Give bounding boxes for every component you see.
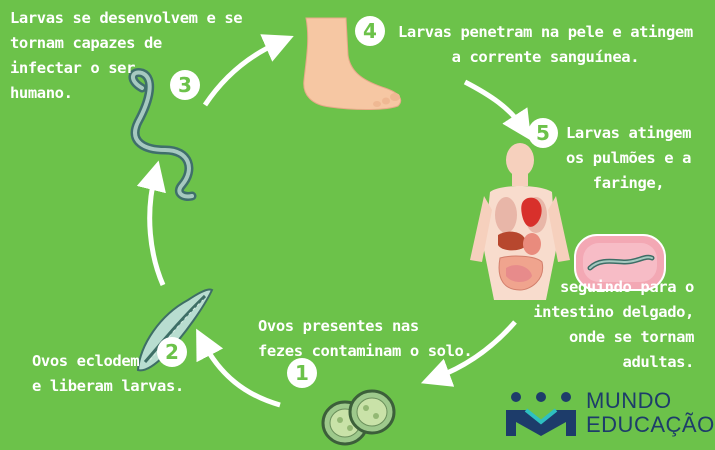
step-4-number: 4 bbox=[355, 16, 385, 46]
step-4-text: Larvas penetram na pele e atingem a corrente sanguínea. bbox=[398, 23, 693, 66]
step-5-text: Larvas atingem os pulmões e a faringe, bbox=[566, 124, 692, 192]
step-2-text: Ovos eclodem e liberam larvas. bbox=[32, 352, 184, 395]
step-2-number: 2 bbox=[157, 337, 187, 367]
step-1-number: 1 bbox=[287, 358, 317, 388]
step-5-number: 5 bbox=[528, 118, 558, 148]
step-1-text: Ovos presentes nas fezes contaminam o solo. bbox=[258, 317, 473, 360]
logo-line-1: MUNDO bbox=[586, 388, 672, 413]
step-3-text: Larvas se desenvolvem e se tornam capazes de infectar o ser humano. bbox=[10, 9, 243, 102]
step-3-number: 3 bbox=[170, 70, 200, 100]
logo-line-2: EDUCAÇÃO bbox=[586, 412, 715, 437]
step-5-text-b: seguindo para o intestino delgado, onde se tornam adultas. bbox=[533, 278, 694, 371]
